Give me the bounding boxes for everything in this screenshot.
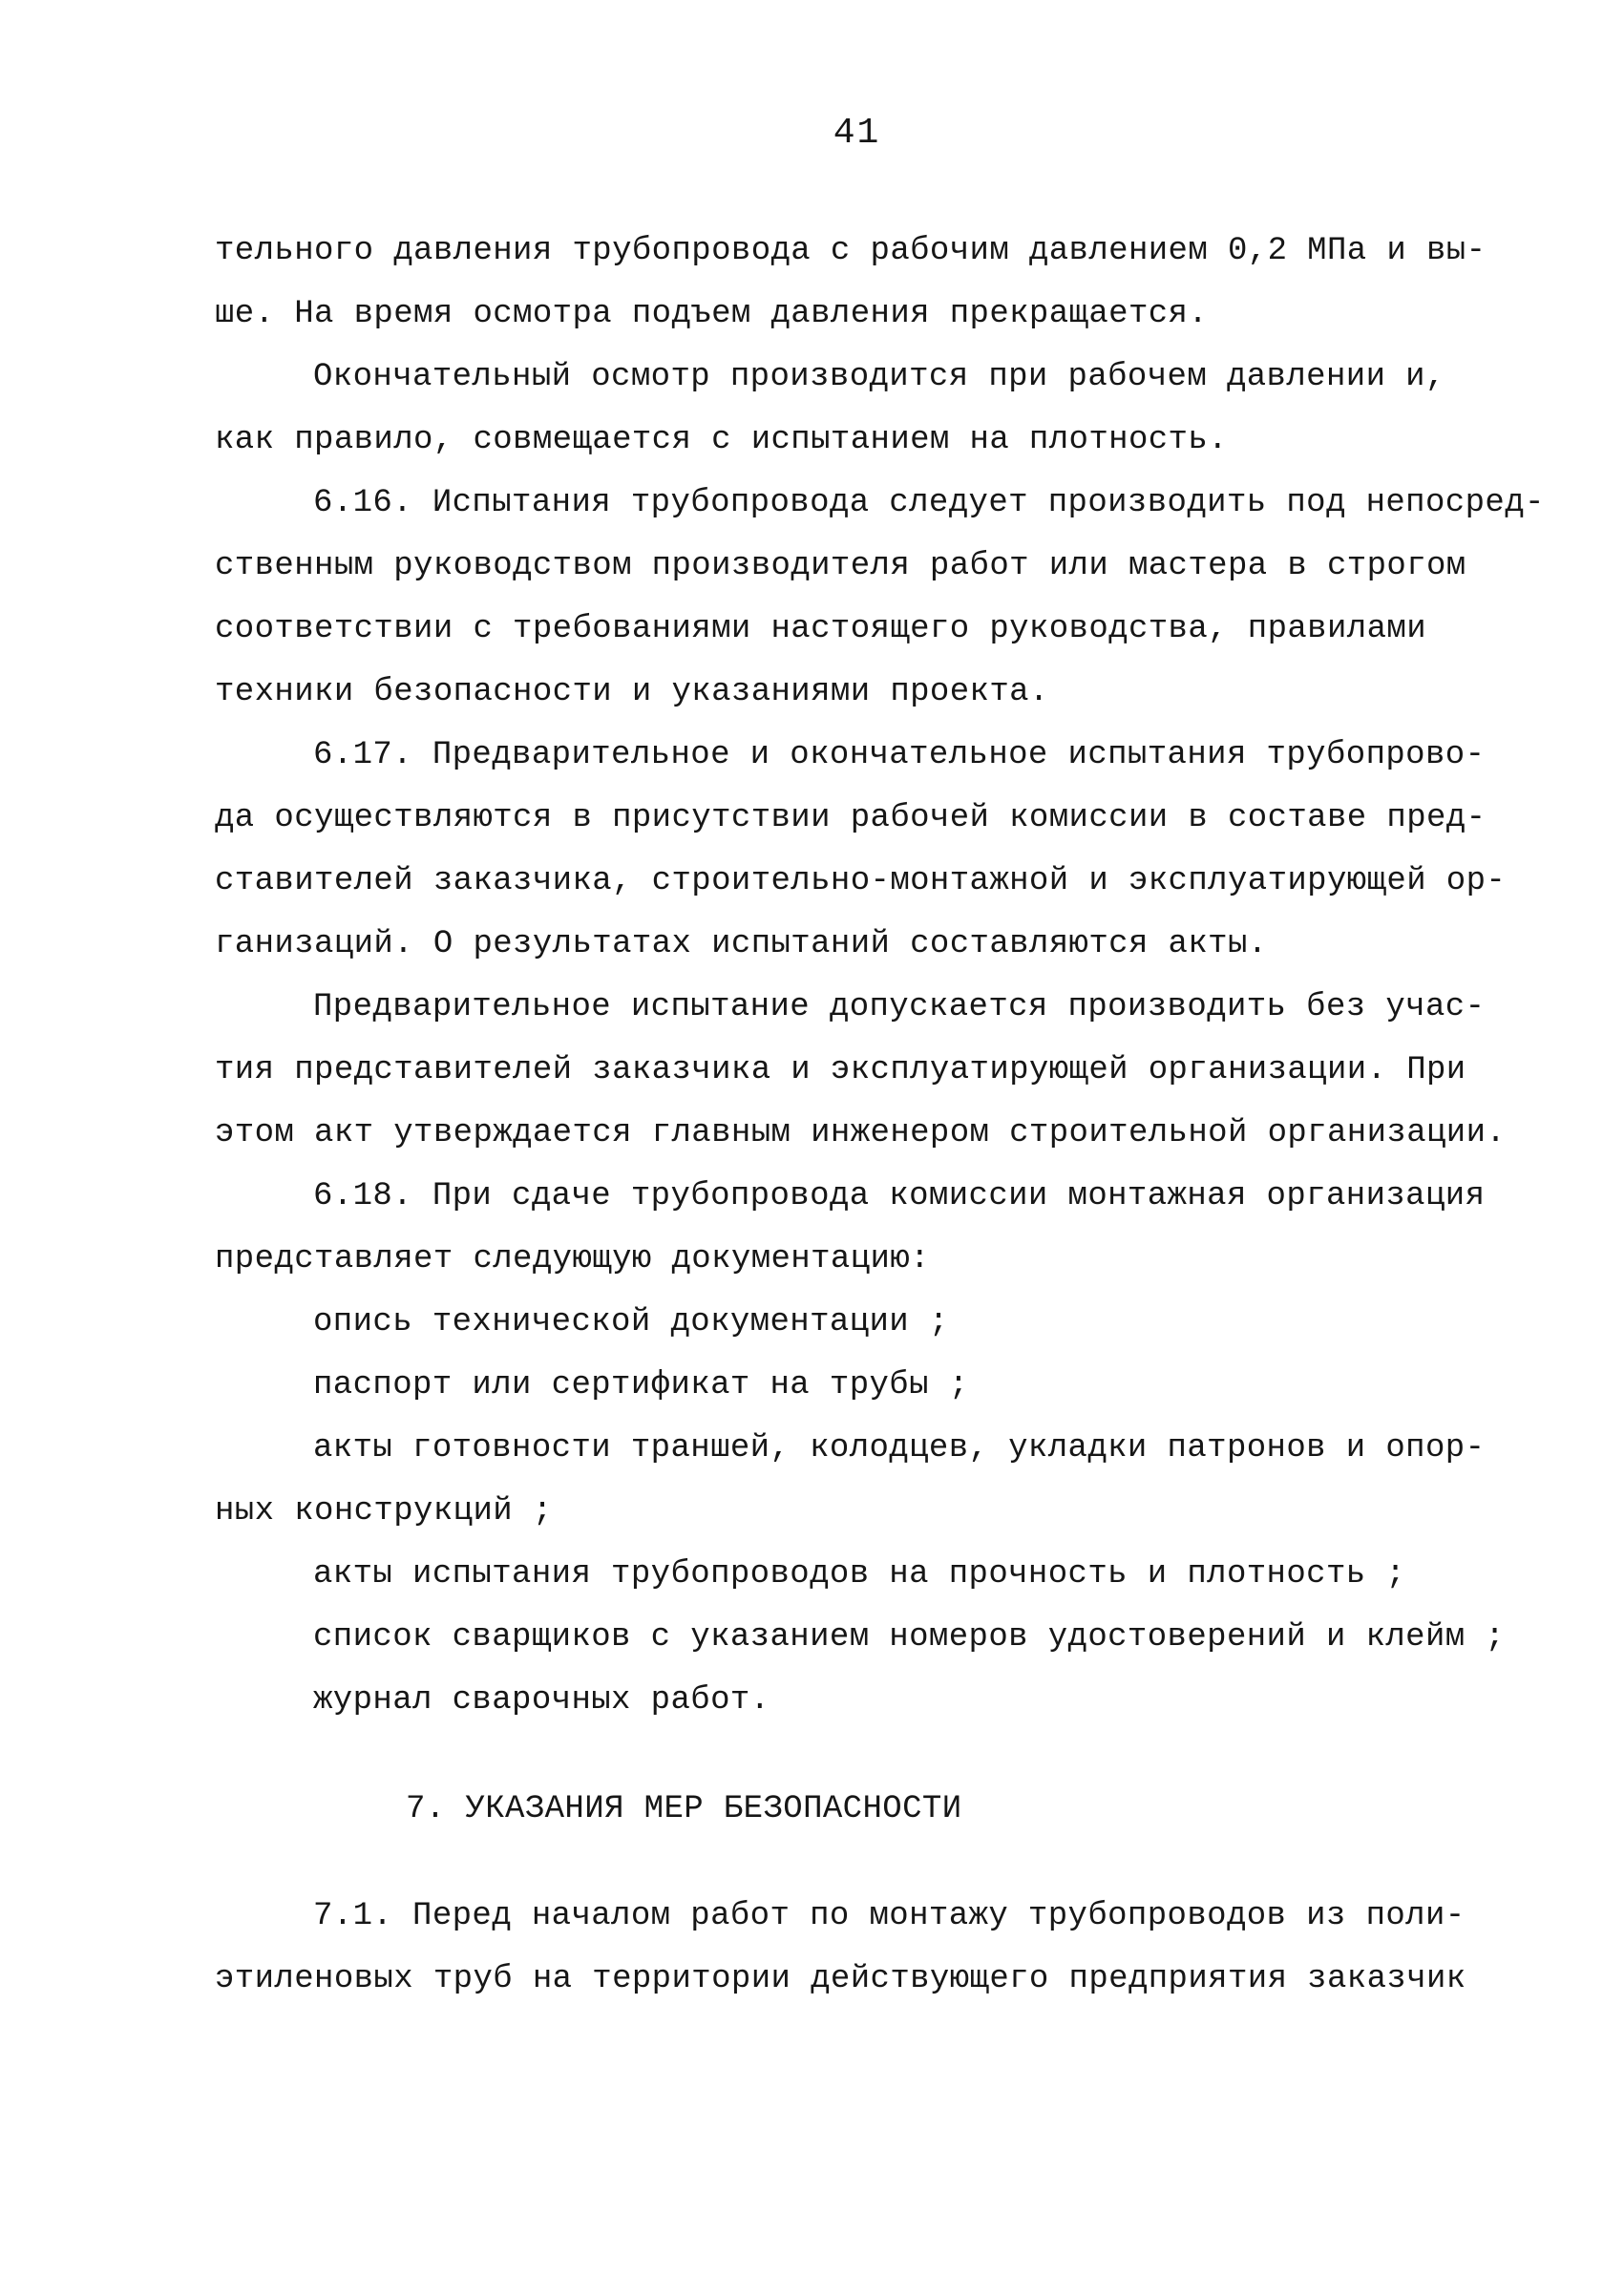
text-line: ных конструкций ; xyxy=(215,1493,553,1530)
text-line: Окончательный осмотр производится при рабочем давлении и, xyxy=(313,359,1445,395)
text-line: список сварщиков с указанием номеров удостоверений и клейм ; xyxy=(313,1619,1506,1656)
text-line: соответствии с требованиями настоящего руководства, правилами xyxy=(215,611,1427,647)
text-line: опись технической документации ; xyxy=(313,1304,949,1340)
text-line: Предварительное испытание допускается производить без учас- xyxy=(313,989,1486,1025)
text-line: представляет следующую документацию: xyxy=(215,1241,930,1277)
text-line: ше. На время осмотра подъем давления прекращается. xyxy=(215,296,1209,332)
text-line: ставителей заказчика, строительно-монтажной и эксплуатирующей ор- xyxy=(215,863,1507,899)
text-line: акты испытания трубопроводов на прочность и плотность ; xyxy=(313,1556,1406,1593)
text-line: 6.16. Испытания трубопровода следует производить под непосред- xyxy=(313,485,1545,521)
text-line: ганизаций. О результатах испытаний составляются акты. xyxy=(215,926,1268,962)
text-line: 6.17. Предварительное и окончательное испытания трубопрово- xyxy=(313,737,1486,773)
text-line: акты готовности траншей, колодцев, укладки патронов и опор- xyxy=(313,1430,1486,1467)
text-line: этиленовых труб на территории действующего предприятия заказчик xyxy=(215,1961,1466,1997)
text-line: тельного давления трубопровода с рабочим давлением 0,2 МПа и вы- xyxy=(215,233,1487,269)
text-line: паспорт или сертификат на трубы ; xyxy=(313,1367,969,1403)
text-line: техники безопасности и указаниями проекта. xyxy=(215,674,1049,710)
text-line: да осуществляются в присутствии рабочей комиссии в составе пред- xyxy=(215,800,1487,836)
text-line: тия представителей заказчика и эксплуатирующей организации. При xyxy=(215,1052,1466,1088)
text-line: журнал сварочных работ. xyxy=(313,1682,770,1719)
text-line: ственным руководством производителя работ или мастера в строгом xyxy=(215,548,1466,584)
page-number: 41 xyxy=(833,113,881,154)
text-line: 7.1. Перед началом работ по монтажу трубопроводов из поли- xyxy=(313,1898,1466,1934)
section-heading: 7. УКАЗАНИЯ МЕР БЕЗОПАСНОСТИ xyxy=(406,1791,962,1827)
text-line: этом акт утверждается главным инженером строительной организации. xyxy=(215,1115,1507,1151)
text-line: 6.18. При сдаче трубопровода комиссии монтажная организация xyxy=(313,1178,1486,1214)
text-line: как правило, совмещается с испытанием на плотность. xyxy=(215,422,1228,458)
